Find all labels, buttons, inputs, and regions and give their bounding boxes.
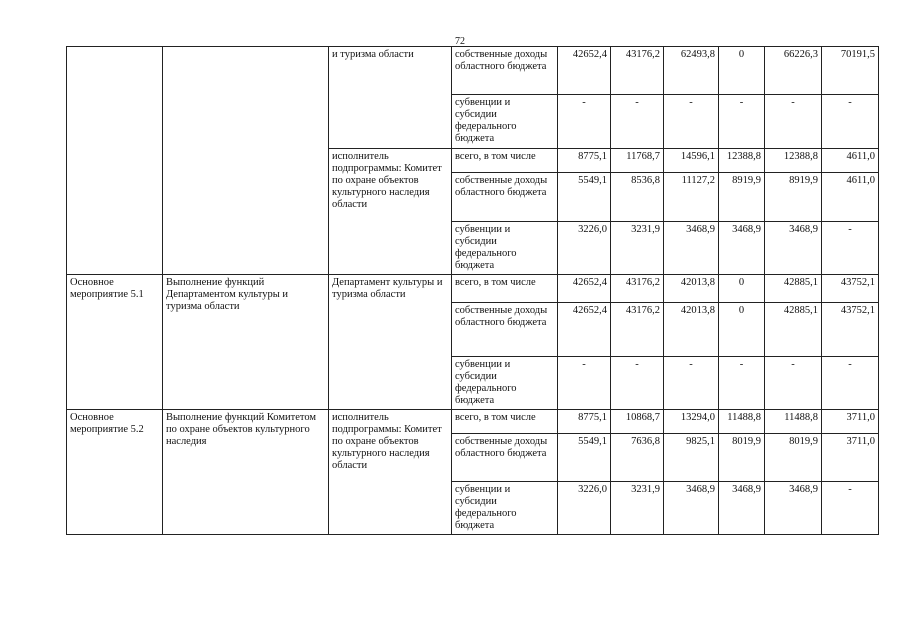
event-cell-empty xyxy=(67,47,163,275)
value-cell: 66226,3 xyxy=(765,47,822,95)
executor-cell: исполнитель подпрограммы: Комитет по охране объектов культурного наследия области xyxy=(329,410,452,535)
value-cell: 0 xyxy=(719,47,765,95)
table-row xyxy=(67,275,879,303)
budget-table xyxy=(66,46,879,535)
name-cell-empty xyxy=(163,47,329,275)
value-cell: 8775,1 xyxy=(558,149,611,173)
value-cell: 5549,1 xyxy=(558,434,611,482)
value-cell: - xyxy=(719,357,765,410)
value-cell: 3468,9 xyxy=(719,222,765,275)
value-cell: - xyxy=(822,357,879,410)
value-cell: 11768,7 xyxy=(611,149,664,173)
source-cell: собственные доходы областного бюджета xyxy=(452,303,558,357)
table-row xyxy=(67,47,879,95)
value-cell: 10868,7 xyxy=(611,410,664,434)
value-cell: 8775,1 xyxy=(558,410,611,434)
name-cell: Выполнение функций Департаментом культуры и туризма области xyxy=(163,275,329,410)
value-cell: - xyxy=(822,482,879,535)
value-cell: - xyxy=(765,357,822,410)
value-cell: 7636,8 xyxy=(611,434,664,482)
value-cell: 9825,1 xyxy=(664,434,719,482)
value-cell: 12388,8 xyxy=(719,149,765,173)
executor-cell: исполнитель подпрограммы: Комитет по охране объектов культурного наследия области xyxy=(329,149,452,275)
source-cell: субвенции и субсидии федерального бюджета xyxy=(452,95,558,149)
value-cell: 3711,0 xyxy=(822,410,879,434)
value-cell: 3468,9 xyxy=(664,482,719,535)
value-cell: 62493,8 xyxy=(664,47,719,95)
value-cell: 4611,0 xyxy=(822,173,879,222)
value-cell: 11127,2 xyxy=(664,173,719,222)
value-cell: 3226,0 xyxy=(558,482,611,535)
source-cell: всего, в том числе xyxy=(452,410,558,434)
value-cell: 13294,0 xyxy=(664,410,719,434)
value-cell: 12388,8 xyxy=(765,149,822,173)
value-cell: 43752,1 xyxy=(822,303,879,357)
value-cell: 42652,4 xyxy=(558,303,611,357)
executor-cell: Департамент культуры и туризма области xyxy=(329,275,452,410)
value-cell: - xyxy=(611,357,664,410)
source-cell: собственные доходы областного бюджета xyxy=(452,47,558,95)
value-cell: - xyxy=(558,95,611,149)
value-cell: 8919,9 xyxy=(765,173,822,222)
value-cell: 43176,2 xyxy=(611,275,664,303)
value-cell: 43752,1 xyxy=(822,275,879,303)
value-cell: 43176,2 xyxy=(611,303,664,357)
source-cell: собственные доходы областного бюджета xyxy=(452,173,558,222)
value-cell: 70191,5 xyxy=(822,47,879,95)
executor-cell: и туризма области xyxy=(329,47,452,149)
value-cell: 3711,0 xyxy=(822,434,879,482)
value-cell: 0 xyxy=(719,303,765,357)
value-cell: 3468,9 xyxy=(765,222,822,275)
value-cell: 8919,9 xyxy=(719,173,765,222)
value-cell: 4611,0 xyxy=(822,149,879,173)
value-cell: - xyxy=(664,95,719,149)
value-cell: 14596,1 xyxy=(664,149,719,173)
value-cell: 3468,9 xyxy=(765,482,822,535)
page-number: 72 xyxy=(455,36,465,47)
value-cell: 11488,8 xyxy=(765,410,822,434)
value-cell: 43176,2 xyxy=(611,47,664,95)
value-cell: 0 xyxy=(719,275,765,303)
table-row xyxy=(67,410,879,434)
value-cell: 3468,9 xyxy=(664,222,719,275)
source-cell: всего, в том числе xyxy=(452,275,558,303)
value-cell: 3468,9 xyxy=(719,482,765,535)
value-cell: 42013,8 xyxy=(664,303,719,357)
value-cell: 42885,1 xyxy=(765,303,822,357)
value-cell: - xyxy=(558,357,611,410)
value-cell: 8019,9 xyxy=(719,434,765,482)
event-cell: Основное мероприятие 5.1 xyxy=(67,275,163,410)
value-cell: - xyxy=(822,95,879,149)
value-cell: 42013,8 xyxy=(664,275,719,303)
source-cell: субвенции и субсидии федерального бюджета xyxy=(452,357,558,410)
value-cell: - xyxy=(664,357,719,410)
name-cell: Выполнение функций Комитетом по охране объектов культурного наследия xyxy=(163,410,329,535)
source-cell: субвенции и субсидии федерального бюджета xyxy=(452,482,558,535)
value-cell: 42652,4 xyxy=(558,275,611,303)
value-cell: 42652,4 xyxy=(558,47,611,95)
value-cell: 3231,9 xyxy=(611,482,664,535)
value-cell: - xyxy=(765,95,822,149)
value-cell: 42885,1 xyxy=(765,275,822,303)
value-cell: 8536,8 xyxy=(611,173,664,222)
value-cell: 8019,9 xyxy=(765,434,822,482)
value-cell: - xyxy=(611,95,664,149)
value-cell: - xyxy=(822,222,879,275)
value-cell: 5549,1 xyxy=(558,173,611,222)
value-cell: 3231,9 xyxy=(611,222,664,275)
event-cell: Основное мероприятие 5.2 xyxy=(67,410,163,535)
value-cell: - xyxy=(719,95,765,149)
source-cell: всего, в том числе xyxy=(452,149,558,173)
source-cell: субвенции и субсидии федерального бюджета xyxy=(452,222,558,275)
value-cell: 11488,8 xyxy=(719,410,765,434)
source-cell: собственные доходы областного бюджета xyxy=(452,434,558,482)
value-cell: 3226,0 xyxy=(558,222,611,275)
